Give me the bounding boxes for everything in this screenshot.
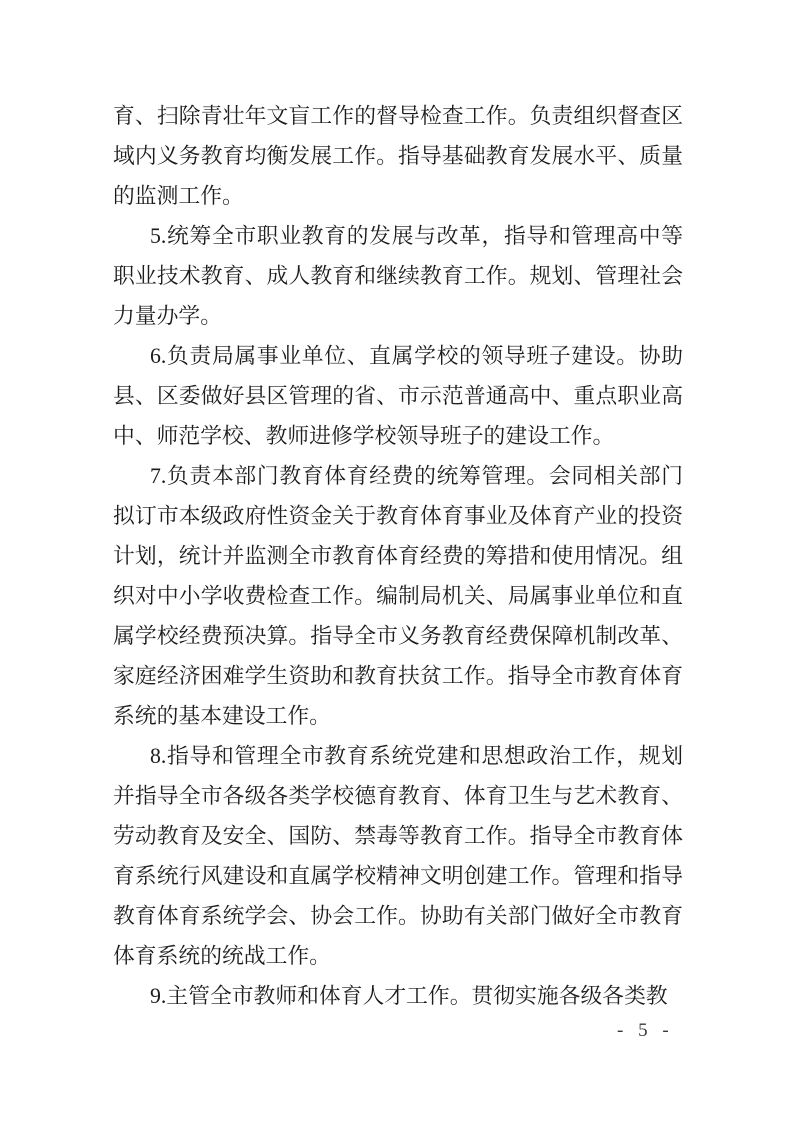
document-body [113, 96, 683, 1016]
paragraph: 7.负责本部门教育体育经费的统筹管理。会同相关部门拟订市本级政府性资金关于教育体育事业及体育产业的投资计划，统计并监测全市教育体育经费的筹措和使用情况。组织对中小学收费检查工作。编制局机关、局属事业单位和直属学校经费预决算。指导全市义务教育经费保障机制改革、家庭经济困难学生资助和教育扶贫工作。指导全市教育体育系统的基本建设工作。 [113, 464, 683, 728]
paragraph: 9.主管全市教师和体育人才工作。贯彻实施各级各类教 [150, 984, 668, 1008]
paragraph: 育、扫除青壮年文盲工作的督导检查工作。负责组织督查区域内义务教育均衡发展工作。指导基础教育发展水平、质量的监测工作。 [113, 104, 683, 208]
paragraph: 5.统筹全市职业教育的发展与改革，指导和管理高中等职业技术教育、成人教育和继续教育工作。规划、管理社会力量办学。 [113, 224, 683, 328]
paragraph: 6.负责局属事业单位、直属学校的领导班子建设。协助县、区委做好县区管理的省、市示范普通高中、重点职业高中、师范学校、教师进修学校领导班子的建设工作。 [113, 344, 683, 448]
paragraph: 8.指导和管理全市教育系统党建和思想政治工作，规划并指导全市各级各类学校德育教育、体育卫生与艺术教育、劳动教育及安全、国防、禁毒等教育工作。指导全市教育体育系统行风建设和直属学校精神文明创建工作。管理和指导教育体育系统学会、协会工作。协助有关部门做好全市教育体育系统的统战工作。 [113, 744, 683, 968]
page-number: - 5 - [617, 1020, 674, 1041]
